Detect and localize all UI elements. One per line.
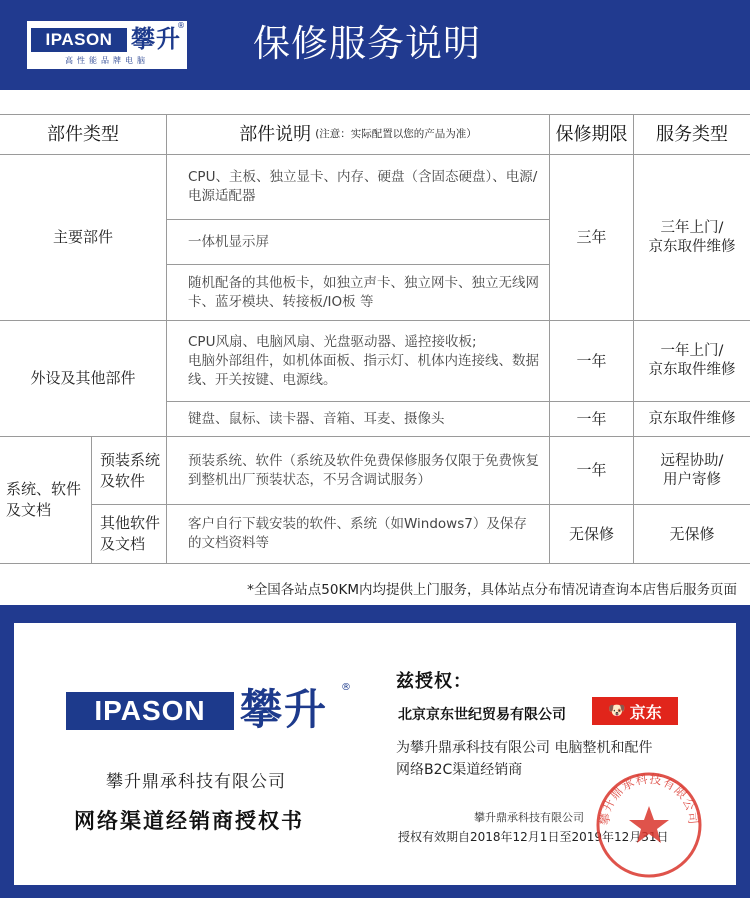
jd-logo-text: 京东 <box>629 702 662 722</box>
authorization-title: 网络渠道经销商授权书 <box>74 809 304 833</box>
software-sub-1-service: 远程协助/ 用户寄修 <box>660 452 724 488</box>
main-item-1: CPU、主板、独立显卡、内存、硬盘（含固态硬盘）、电源/电源适配器 <box>188 169 538 204</box>
authorization-heading: 兹授权： <box>396 671 472 692</box>
auth-logo-wordmark: IPASON <box>66 692 234 730</box>
seal-text: 攀升鼎承科技有限公司 <box>597 771 701 826</box>
warranty-table <box>0 114 750 564</box>
jd-dog-icon: 🐶 <box>608 703 626 719</box>
software-sub-2-period: 无保修 <box>568 524 614 543</box>
header-part-desc-label: 部件说明 <box>239 124 312 145</box>
service-footnote: *全国各站点50KM内均提供上门服务，具体站点分布情况请查询本店售后服务页面 <box>247 582 737 598</box>
header-service: 服务类型 <box>656 124 728 145</box>
page-header <box>0 0 750 90</box>
category-main: 主要部件 <box>52 228 113 246</box>
logo-tagline: 高性能品牌电脑 <box>65 56 149 65</box>
software-sub-2-desc: 客户自行下载安装的软件、系统（如Windows7）及保存的文档资料等 <box>188 516 527 551</box>
peripheral-item-1-period: 一年 <box>576 351 607 370</box>
software-sub-1-period: 一年 <box>576 461 607 479</box>
main-item-2: 一体机显示屏 <box>188 233 269 250</box>
page-title: 保修服务说明 <box>253 22 481 65</box>
authorization-channel: 网络B2C渠道经销商 <box>396 762 523 778</box>
main-service: 三年上门/ 京东取件维修 <box>648 219 736 255</box>
header-period: 保修期限 <box>555 124 628 145</box>
company-name: 攀升鼎承科技有限公司 <box>106 772 286 792</box>
software-sub-1: 预装系统 及软件 <box>100 450 161 490</box>
logo-wordmark: IPASON <box>31 28 127 52</box>
auth-logo-chinese: 攀升 <box>240 685 329 734</box>
main-period: 三年 <box>576 228 607 246</box>
registered-mark: ® <box>177 21 185 30</box>
header-part-type: 部件类型 <box>47 124 119 145</box>
software-sub-1-desc: 预装系统、软件（系统及软件免费保修服务仅限于免费恢复到整机出厂预装状态，不另含调试服务） <box>188 452 539 488</box>
peripheral-item-2: 键盘、鼠标、读卡器、音箱、耳麦、摄像头 <box>188 410 445 427</box>
issuer-name: 攀升鼎承科技有限公司 <box>474 811 584 824</box>
peripheral-item-1-service: 一年上门/ 京东取件维修 <box>648 343 736 378</box>
peripheral-item-2-service: 京东取件维修 <box>648 410 736 427</box>
category-peripheral: 外设及其他部件 <box>30 369 136 387</box>
main-item-3: 随机配备的其他板卡，如独立声卡、独立网卡、独立无线网卡、蓝牙模块、转接板/IO板 等 <box>188 274 539 310</box>
peripheral-item-1: CPU风扇、电脑风扇、光盘驱动器、遥控接收板; 电脑外部组件，如机体面板、指示灯、机体内连接线、数据线、开关按键、电源线。 <box>188 333 539 388</box>
header-part-desc <box>167 115 549 154</box>
grantee-name: 北京京东世纪贸易有限公司 <box>398 707 566 723</box>
software-sub-2-service: 无保修 <box>669 524 715 543</box>
header-part-desc-note: (注意：实际配置以您的产品为准） <box>315 128 477 140</box>
validity-period: 授权有效期自2018年12月1日至2019年12月31日 <box>398 830 669 844</box>
logo-chinese: 攀升 <box>131 25 181 53</box>
brand-logo <box>27 21 187 69</box>
peripheral-item-2-period: 一年 <box>576 409 607 428</box>
category-software: 系统、软件 及文档 <box>6 480 82 519</box>
auth-registered-mark: ® <box>341 682 351 693</box>
seal-star-icon <box>629 806 669 843</box>
company-seal <box>594 770 704 880</box>
jd-logo <box>592 697 678 725</box>
authorization-scope: 为攀升鼎承科技有限公司 电脑整机和配件 <box>396 740 653 756</box>
software-sub-2: 其他软件 及文档 <box>100 514 161 553</box>
